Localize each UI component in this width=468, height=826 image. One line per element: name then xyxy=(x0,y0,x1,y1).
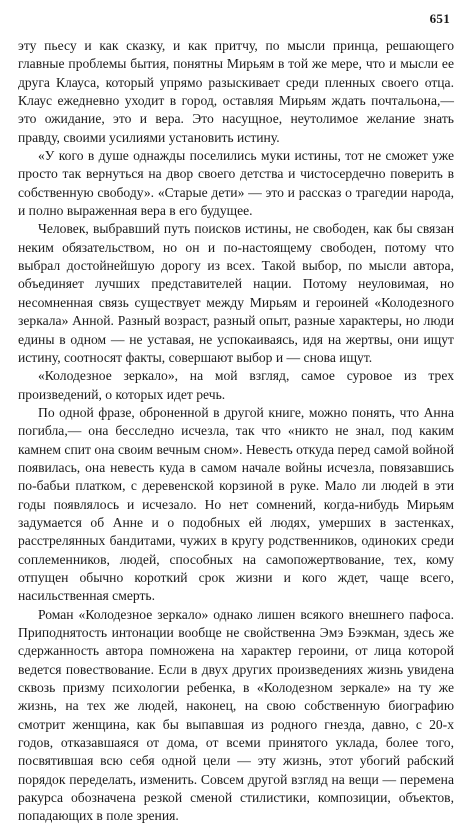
paragraph-2: «У кого в душе однажды поселились муки истины, тот не сможет уже просто так вернуться на двор своего детства и чистосердечно поверить в собственную свободу». «Старые дети» — это и рассказ о трагедии народа, и полно выраженная вера в его будущее. xyxy=(18,148,454,219)
paragraph-3: Человек, выбравший путь поисков истины, не свободен, как бы связан неким обязательством, но он и по-настоящему свободен, потому что выбрал достойнейшую дорогу из всех. Такой выбор, по мысли автора, объединяет лучших представителей нации. Потому неуловимая, но несомненная связь существует между Мирьям и героиней «Колодезного зеркала» Анной. Разный возраст, разный опыт, разные характеры, но люди едины в одном — не уставая, не успокаиваясь, идя на жертвы, они ищут истину, соотносят факты, совершают выбор и — снова ищут. xyxy=(18,221,454,365)
paragraph-4: «Колодезное зеркало», на мой взгляд, самое суровое из трех произведений, о которых идет речь. xyxy=(18,368,454,402)
paragraph-1: эту пьесу и как сказку, и как притчу, по мысли принца, решающего главные проблемы бытия, понятны Мирьям в той же мере, что и мысли ее друга Клауса, который упрямо разыскивает среди пленных своего отца. Клаус ежедневно уходит в город, оставляя Мирьям ждать почтальона,— это ожидание, это и вера. Это насущное, неутолимое желание знать правду, своими усилиями установить истину. xyxy=(18,38,454,145)
book-page xyxy=(18,0,454,824)
paragraph-5: По одной фразе, оброненной в другой книге, можно понять, что Анна погибла,— она бесследно исчезла, так что «никто не знал, под каким камнем спит она своим вечным сном». Невесть откуда перед самой войной появилась, она невесть куда в самом начале войны исчезла, повязавшись по-бабьи платком, с деревенской корзиной в руке. Мало ли людей в эти годы появлялось и исчезало. Но нет сомнений, когда-нибудь Мирьям задумается об Анне и о подобных ей людях, умерших в застенках, расстрелянных бандитами, чужих в кругу родственников, одиноких среди соплеменников, людей, способных на самопожертвование, тех, кому отпущен обычно короткий срок жизни и кого ждет, чаще всего, насильственная смерть. xyxy=(18,404,454,604)
body-text xyxy=(18,37,454,826)
page-number: 651 xyxy=(429,11,450,26)
paragraph-6: Роман «Колодезное зеркало» однако лишен всякого внешнего пафоса. Приподнятость интонации вообще не свойственна Эмэ Бээкман, здесь же сдержанность автора помножена на характер героини, от лица которой ведется повествование. Если в двух других произведениях жизнь увидена сквозь призму психологии ребенка, в «Колодезном зеркале» на ту же жизнь, на тех же людей, наконец, на свою собственную биографию смотрит женщина, как бы выпавшая из родного гнезда, давно, с 20-х годов, отказавшаяся от дома, от всеми принятого уклада, более того, посвятившая всю себя одной цели — эту жизнь, этот убогий рабский порядок переделать, изменить. Совсем другой взгляд на вещи — перемена ракурса обозначена резкой сменой стилистики, композиции, объектов, попадающих в поле зрения. xyxy=(18,606,454,824)
